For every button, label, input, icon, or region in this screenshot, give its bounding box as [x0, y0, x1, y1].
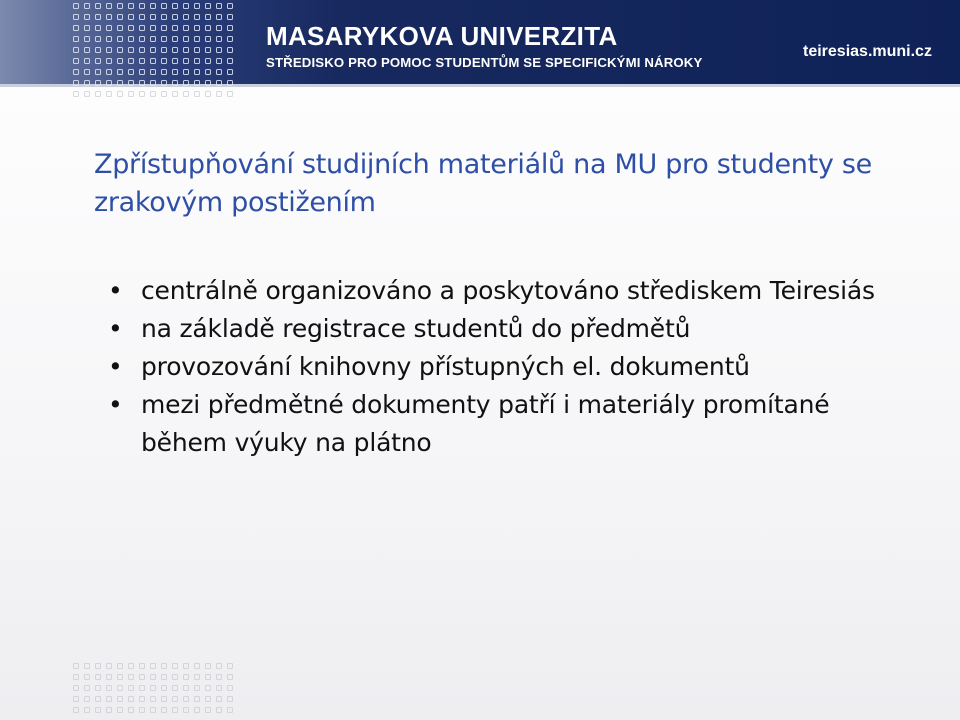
grid-dot: [194, 14, 200, 20]
grid-dot: [150, 3, 156, 9]
grid-dot: [73, 14, 79, 20]
grid-dot: [150, 685, 156, 691]
center-name: STŘEDISKO PRO POMOC STUDENTŮM SE SPECIFICKÝMI NÁROKY: [266, 55, 703, 70]
bullet-text: centrálně organizováno a poskytováno střediskem Teiresiás: [141, 276, 875, 305]
bullet-text: mezi předmětné dokumenty patří i materiály promítané během výuky na plátno: [141, 390, 830, 457]
grid-dot: [139, 80, 145, 86]
grid-dot: [183, 25, 189, 31]
grid-dot: [216, 69, 222, 75]
grid-dot: [128, 36, 134, 42]
grid-dot: [205, 3, 211, 9]
grid-dot: [84, 14, 90, 20]
grid-dot: [227, 685, 233, 691]
grid-dot: [95, 80, 101, 86]
grid-dot: [216, 663, 222, 669]
grid-dot: [161, 36, 167, 42]
grid-dot: [183, 14, 189, 20]
grid-dot: [139, 696, 145, 702]
grid-dot: [205, 25, 211, 31]
grid-dot: [106, 3, 112, 9]
grid-dot: [139, 3, 145, 9]
grid-dot: [172, 685, 178, 691]
grid-dot: [205, 58, 211, 64]
grid-dot: [95, 707, 101, 713]
bullet-mark: •: [108, 314, 123, 343]
grid-dot: [172, 25, 178, 31]
grid-dot: [183, 707, 189, 713]
grid-dot: [194, 47, 200, 53]
grid-dot: [117, 663, 123, 669]
grid-dot: [84, 707, 90, 713]
grid-dot: [227, 707, 233, 713]
grid-dot: [183, 36, 189, 42]
grid-dot: [139, 685, 145, 691]
grid-dot: [117, 14, 123, 20]
bullet-item: [108, 310, 888, 348]
grid-dot: [183, 91, 189, 97]
grid-dot: [172, 47, 178, 53]
grid-dot: [194, 674, 200, 680]
grid-dot: [106, 69, 112, 75]
grid-dot: [73, 80, 79, 86]
grid-dot: [227, 25, 233, 31]
grid-dot: [150, 25, 156, 31]
grid-dot: [183, 696, 189, 702]
grid-dot: [73, 663, 79, 669]
grid-dot: [205, 663, 211, 669]
grid-dot: [205, 36, 211, 42]
grid-dot: [73, 3, 79, 9]
grid-dot: [194, 36, 200, 42]
grid-dot: [150, 14, 156, 20]
grid-dot: [73, 47, 79, 53]
grid-dot: [139, 14, 145, 20]
grid-dot: [227, 696, 233, 702]
grid-dot: [73, 36, 79, 42]
grid-dot: [95, 696, 101, 702]
grid-dot: [117, 91, 123, 97]
grid-dot: [73, 707, 79, 713]
grid-dot: [106, 80, 112, 86]
grid-dot: [106, 25, 112, 31]
grid-dot: [183, 3, 189, 9]
grid-dot: [106, 14, 112, 20]
grid-dot: [95, 91, 101, 97]
grid-dot: [150, 47, 156, 53]
grid-dot: [205, 674, 211, 680]
grid-dot: [139, 58, 145, 64]
grid-dot: [95, 69, 101, 75]
grid-dot: [183, 663, 189, 669]
grid-dot: [117, 58, 123, 64]
grid-dot: [117, 47, 123, 53]
grid-dot: [106, 91, 112, 97]
grid-dot: [194, 80, 200, 86]
grid-dot: [194, 25, 200, 31]
grid-dot: [73, 696, 79, 702]
grid-dot: [183, 80, 189, 86]
grid-dot: [84, 696, 90, 702]
grid-dot: [205, 69, 211, 75]
grid-dot: [95, 36, 101, 42]
grid-dot: [161, 69, 167, 75]
grid-dot: [84, 69, 90, 75]
grid-dot: [73, 25, 79, 31]
grid-dot: [128, 663, 134, 669]
grid-dot: [106, 696, 112, 702]
grid-dot: [161, 91, 167, 97]
grid-dot: [194, 58, 200, 64]
grid-dot: [150, 69, 156, 75]
grid-dot: [194, 696, 200, 702]
grid-dot: [172, 58, 178, 64]
grid-dot: [95, 674, 101, 680]
grid-dot: [194, 3, 200, 9]
grid-dot: [205, 696, 211, 702]
grid-dot: [95, 47, 101, 53]
grid-dot: [128, 25, 134, 31]
grid-dot: [161, 80, 167, 86]
grid-dot: [128, 14, 134, 20]
slide-title: Zpřístupňování studijních materiálů na MU pro studenty se zrakovým postižením: [94, 149, 872, 218]
grid-dot: [117, 3, 123, 9]
grid-dot: [95, 685, 101, 691]
grid-dot: [216, 707, 222, 713]
grid-dot: [128, 80, 134, 86]
grid-dot: [194, 707, 200, 713]
grid-dot: [117, 80, 123, 86]
grid-dot: [227, 91, 233, 97]
grid-dot: [95, 58, 101, 64]
grid-dot: [161, 3, 167, 9]
grid-dot: [161, 14, 167, 20]
grid-dot: [216, 685, 222, 691]
grid-dot: [172, 696, 178, 702]
grid-dot: [106, 36, 112, 42]
grid-dot: [183, 685, 189, 691]
grid-dot: [117, 685, 123, 691]
grid-dot: [73, 674, 79, 680]
grid-dot: [194, 663, 200, 669]
grid-dot: [172, 14, 178, 20]
grid-dot: [139, 674, 145, 680]
grid-dot: [106, 58, 112, 64]
grid-dot: [227, 36, 233, 42]
grid-dot: [227, 80, 233, 86]
grid-dot: [150, 36, 156, 42]
grid-dot: [106, 47, 112, 53]
grid-dot: [84, 36, 90, 42]
grid-dot: [139, 36, 145, 42]
grid-dot: [150, 696, 156, 702]
grid-dot: [172, 674, 178, 680]
grid-dot: [128, 685, 134, 691]
grid-dot: [117, 707, 123, 713]
grid-dot: [183, 58, 189, 64]
grid-dot: [227, 69, 233, 75]
grid-dot: [172, 80, 178, 86]
grid-dot: [227, 663, 233, 669]
grid-dot: [205, 14, 211, 20]
bullet-text: provozování knihovny přístupných el. dokumentů: [141, 352, 750, 381]
grid-dot: [172, 36, 178, 42]
grid-dot: [84, 58, 90, 64]
grid-dot: [150, 91, 156, 97]
grid-dot: [128, 91, 134, 97]
grid-dot: [73, 91, 79, 97]
grid-dot: [84, 674, 90, 680]
grid-dot: [194, 69, 200, 75]
grid-dot: [161, 663, 167, 669]
grid-dot: [161, 707, 167, 713]
grid-dot: [84, 91, 90, 97]
grid-dot: [216, 36, 222, 42]
grid-dot: [216, 25, 222, 31]
grid-dot: [73, 685, 79, 691]
grid-dot: [150, 58, 156, 64]
grid-dot: [128, 707, 134, 713]
bullet-list: [108, 272, 888, 462]
grid-dot: [161, 25, 167, 31]
grid-dot: [84, 685, 90, 691]
grid-dot: [117, 674, 123, 680]
grid-dot: [106, 674, 112, 680]
grid-dot: [183, 674, 189, 680]
grid-dot: [183, 47, 189, 53]
bullet-item: [108, 386, 888, 462]
grid-dot: [128, 47, 134, 53]
bullet-item: [108, 348, 888, 386]
grid-dot: [139, 707, 145, 713]
grid-dot: [161, 674, 167, 680]
grid-dot: [216, 80, 222, 86]
grid-dot: [227, 14, 233, 20]
decorative-dot-grid-bottom: [73, 663, 235, 715]
grid-dot: [194, 685, 200, 691]
grid-dot: [128, 3, 134, 9]
grid-dot: [128, 696, 134, 702]
grid-dot: [205, 47, 211, 53]
grid-dot: [172, 91, 178, 97]
grid-dot: [84, 3, 90, 9]
grid-dot: [183, 69, 189, 75]
bullet-mark: •: [108, 390, 123, 419]
grid-dot: [106, 663, 112, 669]
grid-dot: [117, 36, 123, 42]
grid-dot: [172, 69, 178, 75]
grid-dot: [161, 58, 167, 64]
grid-dot: [139, 91, 145, 97]
grid-dot: [150, 663, 156, 669]
grid-dot: [161, 685, 167, 691]
grid-dot: [205, 80, 211, 86]
grid-dot: [216, 3, 222, 9]
grid-dot: [205, 91, 211, 97]
grid-dot: [117, 69, 123, 75]
bullet-mark: •: [108, 352, 123, 381]
grid-dot: [205, 707, 211, 713]
grid-dot: [95, 663, 101, 669]
grid-dot: [172, 3, 178, 9]
grid-dot: [84, 80, 90, 86]
grid-dot: [150, 80, 156, 86]
grid-dot: [205, 685, 211, 691]
grid-dot: [150, 674, 156, 680]
bullet-text: na základě registrace studentů do předmětů: [141, 314, 691, 343]
grid-dot: [139, 69, 145, 75]
grid-dot: [216, 14, 222, 20]
grid-dot: [227, 674, 233, 680]
grid-dot: [227, 58, 233, 64]
grid-dot: [216, 58, 222, 64]
grid-dot: [161, 696, 167, 702]
grid-dot: [73, 69, 79, 75]
grid-dot: [216, 696, 222, 702]
grid-dot: [216, 91, 222, 97]
bullet-item: [108, 272, 888, 310]
grid-dot: [84, 47, 90, 53]
grid-dot: [128, 58, 134, 64]
university-name: MASARYKOVA UNIVERZITA: [266, 21, 618, 51]
grid-dot: [161, 47, 167, 53]
grid-dot: [139, 25, 145, 31]
grid-dot: [194, 91, 200, 97]
grid-dot: [73, 58, 79, 64]
grid-dot: [172, 707, 178, 713]
grid-dot: [95, 14, 101, 20]
grid-dot: [84, 663, 90, 669]
grid-dot: [139, 663, 145, 669]
grid-dot: [128, 674, 134, 680]
grid-dot: [216, 47, 222, 53]
grid-dot: [117, 696, 123, 702]
bullet-mark: •: [108, 276, 123, 305]
grid-dot: [227, 3, 233, 9]
grid-dot: [139, 47, 145, 53]
grid-dot: [150, 707, 156, 713]
website-link[interactable]: teiresias.muni.cz: [803, 43, 932, 60]
grid-dot: [172, 663, 178, 669]
grid-dot: [95, 25, 101, 31]
decorative-dot-grid-top: [73, 3, 235, 99]
grid-dot: [128, 69, 134, 75]
grid-dot: [117, 25, 123, 31]
grid-dot: [106, 685, 112, 691]
grid-dot: [227, 47, 233, 53]
grid-dot: [95, 3, 101, 9]
grid-dot: [84, 25, 90, 31]
grid-dot: [216, 674, 222, 680]
grid-dot: [106, 707, 112, 713]
